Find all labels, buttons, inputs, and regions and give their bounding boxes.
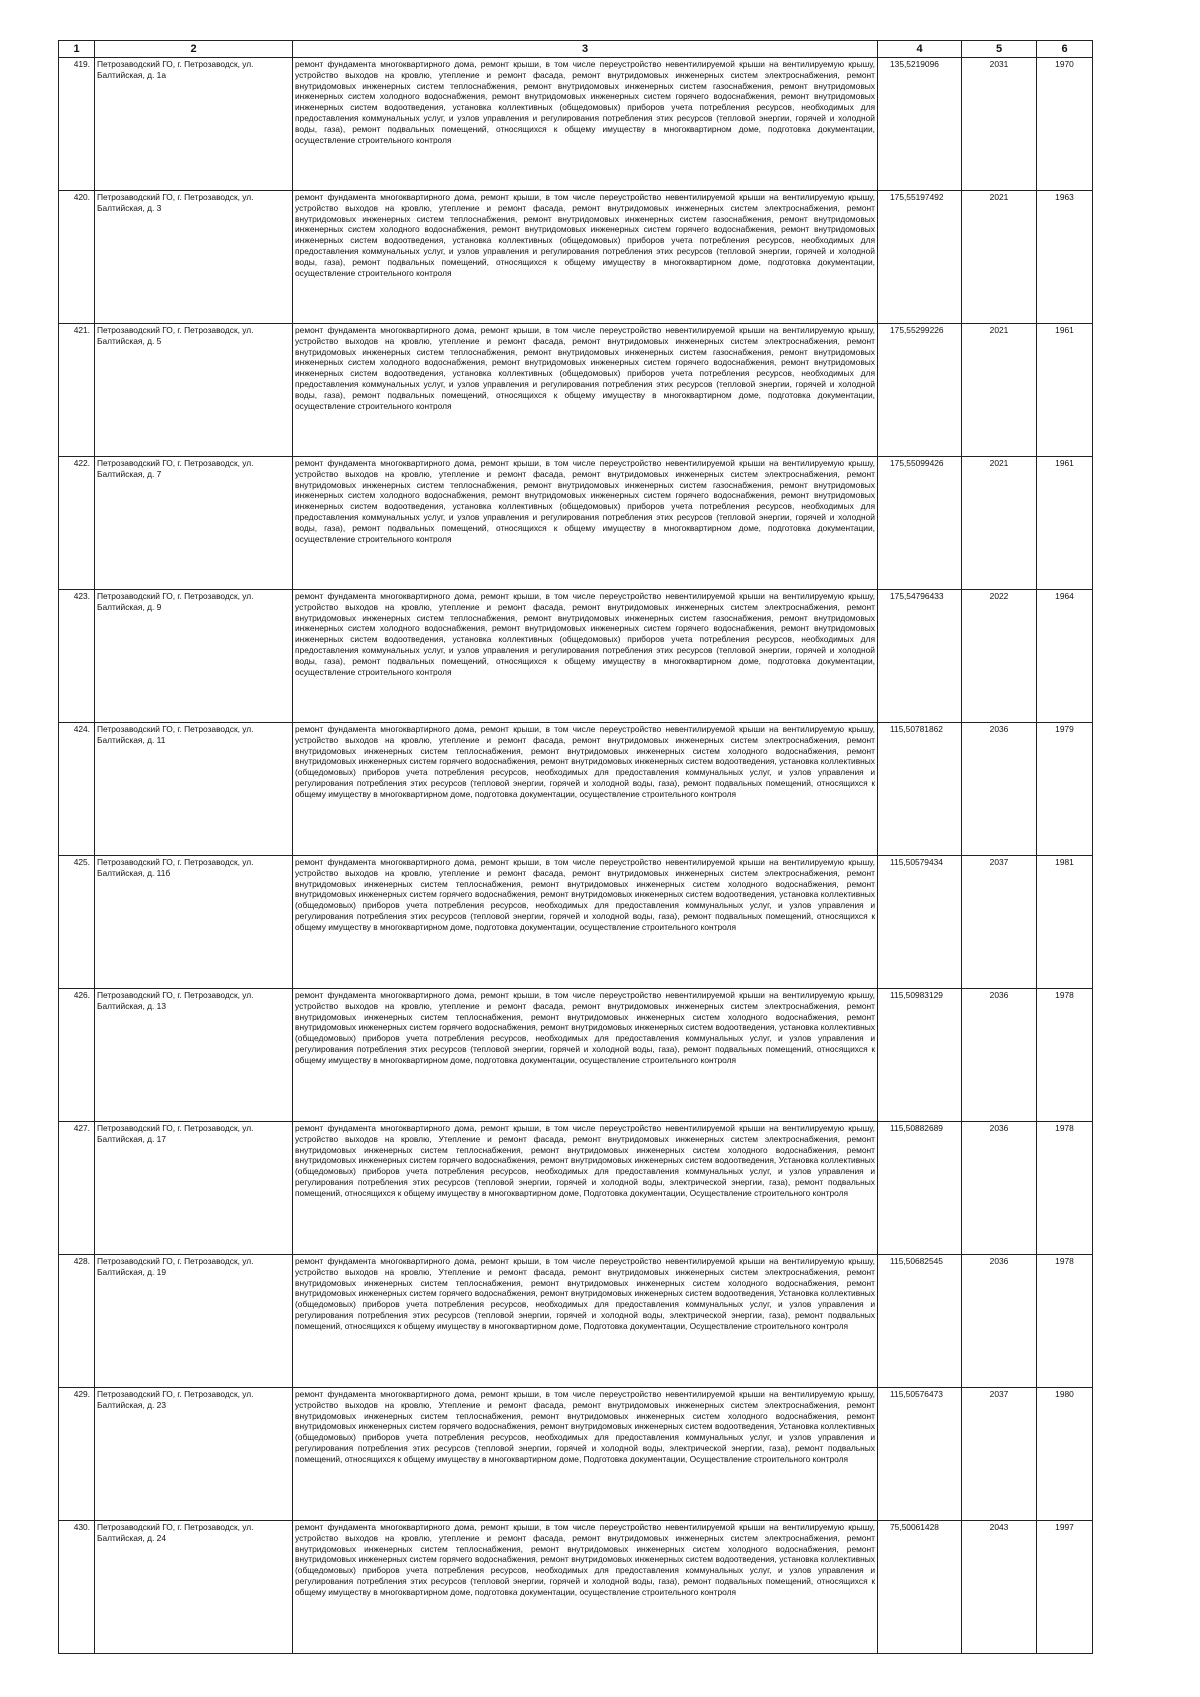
address-cell: Петрозаводский ГО, г. Петрозаводск, ул. Балтийская, д. 11б	[95, 856, 293, 989]
address-cell: Петрозаводский ГО, г. Петрозаводск, ул. Балтийская, д. 17	[95, 1122, 293, 1255]
works-list-cell: ремонт фундамента многоквартирного дома, ремонт крыши, в том числе переустройство невентилируемой крыши на вентилируемую крышу, устройство выходов на кровлю, утепление и ремонт фасада, ремонт внутридомовых инженерных систем электроснабжения, ремонт внутридомовых инженерных систем теплоснабжения, ремонт внутридомовых инженерных систем газоснабжения, ремонт внутридомовых инженерных систем холодного водоснабжения, ремонт внутридомовых инженерных систем горячего водоснабжения, ремонт внутридомовых инженерных систем водоотведения, установка коллективных (общедомовых) приборов учета потребления ресурсов, необходимых для предоставления коммунальных услуг, и узлов управления и регулирования потребления этих ресурсов (тепловой энергии, горячей и холодной воды, газа), ремонт подвальных помещений, относящихся к общему имуществу в многоквартирном доме, подготовка документации, осуществление строительного контроля	[293, 457, 878, 590]
column-header-3: 3	[293, 41, 878, 58]
works-list-cell: ремонт фундамента многоквартирного дома, ремонт крыши, в том числе переустройство невентилируемой крыши на вентилируемую крышу, устройство выходов на кровлю, утепление и ремонт фасада, ремонт внутридомовых инженерных систем электроснабжения, ремонт внутридомовых инженерных систем теплоснабжения, ремонт внутридомовых инженерных систем газоснабжения, ремонт внутридомовых инженерных систем холодного водоснабжения, ремонт внутридомовых инженерных систем горячего водоснабжения, ремонт внутридомовых инженерных систем водоотведения, установка коллективных (общедомовых) приборов учета потребления ресурсов, необходимых для предоставления коммунальных услуг, и узлов управления и регулирования потребления этих ресурсов (тепловой энергии, горячей и холодной воды, газа), ремонт подвальных помещений, относящихся к общему имуществу в многоквартирном доме, подготовка документации, осуществление строительного контроля	[293, 191, 878, 324]
header-row	[59, 41, 1093, 58]
cost-cell: 175,54796433	[878, 590, 962, 723]
row-number: 420.	[59, 191, 95, 324]
table-row	[59, 989, 1093, 1122]
row-number: 426.	[59, 989, 95, 1122]
address-cell: Петрозаводский ГО, г. Петрозаводск, ул. Балтийская, д. 3	[95, 191, 293, 324]
table-row	[59, 590, 1093, 723]
column-header-6: 6	[1037, 41, 1093, 58]
address-cell: Петрозаводский ГО, г. Петрозаводск, ул. Балтийская, д. 13	[95, 989, 293, 1122]
works-list-cell: ремонт фундамента многоквартирного дома, ремонт крыши, в том числе переустройство невентилируемой крыши на вентилируемую крышу, устройство выходов на кровлю, Утепление и ремонт фасада, ремонт внутридомовых инженерных систем электроснабжения, ремонт внутридомовых инженерных систем теплоснабжения, ремонт внутридомовых инженерных систем холодного водоснабжения, ремонт внутридомовых инженерных систем горячего водоснабжения, ремонт внутридомовых инженерных систем водоотведения, Установка коллективных (общедомовых) приборов учета потребления ресурсов, необходимых для предоставления коммунальных услуг, и узлов управления и регулирования потребления этих ресурсов (тепловой энергии, горячей и холодной воды, электрической энергии, газа), ремонт подвальных помещений, относящихся к общему имуществу в многоквартирном доме, Подготовка документации, Осуществление строительного контроля	[293, 1122, 878, 1255]
year-built-cell: 1964	[1037, 590, 1093, 723]
row-number: 419.	[59, 58, 95, 191]
works-list-cell: ремонт фундамента многоквартирного дома, ремонт крыши, в том числе переустройство невентилируемой крыши на вентилируемую крышу, устройство выходов на кровлю, утепление и ремонт фасада, ремонт внутридомовых инженерных систем электроснабжения, ремонт внутридомовых инженерных систем теплоснабжения, ремонт внутридомовых инженерных систем холодного водоснабжения, ремонт внутридомовых инженерных систем горячего водоснабжения, ремонт внутридомовых инженерных систем водоотведения, установка коллективных (общедомовых) приборов учета потребления ресурсов, необходимых для предоставления коммунальных услуг, и узлов управления и регулирования потребления этих ресурсов (тепловой энергии, горячей и холодной воды, газа), ремонт подвальных помещений, относящихся к общему имуществу в многоквартирном доме, подготовка документации, осуществление строительного контроля	[293, 1521, 878, 1654]
year-built-cell: 1981	[1037, 856, 1093, 989]
year-built-cell: 1978	[1037, 989, 1093, 1122]
planned-year-cell: 2036	[962, 723, 1037, 856]
cost-cell: 135,5219096	[878, 58, 962, 191]
address-cell: Петрозаводский ГО, г. Петрозаводск, ул. Балтийская, д. 24	[95, 1521, 293, 1654]
row-number: 424.	[59, 723, 95, 856]
cost-cell: 115,50579434	[878, 856, 962, 989]
table-row	[59, 58, 1093, 191]
table-row	[59, 1122, 1093, 1255]
year-built-cell: 1978	[1037, 1122, 1093, 1255]
year-built-cell: 1963	[1037, 191, 1093, 324]
cost-cell: 115,50882689	[878, 1122, 962, 1255]
address-cell: Петрозаводский ГО, г. Петрозаводск, ул. Балтийская, д. 1а	[95, 58, 293, 191]
cost-cell: 175,55299226	[878, 324, 962, 457]
year-built-cell: 1970	[1037, 58, 1093, 191]
planned-year-cell: 2037	[962, 1388, 1037, 1521]
planned-year-cell: 2021	[962, 191, 1037, 324]
planned-year-cell: 2031	[962, 58, 1037, 191]
document-page	[58, 40, 1093, 1654]
planned-year-cell: 2022	[962, 590, 1037, 723]
planned-year-cell: 2021	[962, 457, 1037, 590]
works-list-cell: ремонт фундамента многоквартирного дома, ремонт крыши, в том числе переустройство невентилируемой крыши на вентилируемую крышу, устройство выходов на кровлю, утепление и ремонт фасада, ремонт внутридомовых инженерных систем электроснабжения, ремонт внутридомовых инженерных систем теплоснабжения, ремонт внутридомовых инженерных систем газоснабжения, ремонт внутридомовых инженерных систем холодного водоснабжения, ремонт внутридомовых инженерных систем горячего водоснабжения, ремонт внутридомовых инженерных систем водоотведения, установка коллективных (общедомовых) приборов учета потребления ресурсов, необходимых для предоставления коммунальных услуг, и узлов управления и регулирования потребления этих ресурсов (тепловой энергии, горячей и холодной воды, газа), ремонт подвальных помещений, относящихся к общему имуществу в многоквартирном доме, подготовка документации, осуществление строительного контроля	[293, 58, 878, 191]
works-list-cell: ремонт фундамента многоквартирного дома, ремонт крыши, в том числе переустройство невентилируемой крыши на вентилируемую крышу, устройство выходов на кровлю, Утепление и ремонт фасада, ремонт внутридомовых инженерных систем электроснабжения, ремонт внутридомовых инженерных систем теплоснабжения, ремонт внутридомовых инженерных систем холодного водоснабжения, ремонт внутридомовых инженерных систем горячего водоснабжения, ремонт внутридомовых инженерных систем водоотведения, Установка коллективных (общедомовых) приборов учета потребления ресурсов, необходимых для предоставления коммунальных услуг, и узлов управления и регулирования потребления этих ресурсов (тепловой энергии, горячей и холодной воды, электрической энергии, газа), ремонт подвальных помещений, относящихся к общему имуществу в многоквартирном доме, Подготовка документации, Осуществление строительного контроля	[293, 1388, 878, 1521]
address-cell: Петрозаводский ГО, г. Петрозаводск, ул. Балтийская, д. 19	[95, 1255, 293, 1388]
table-row	[59, 191, 1093, 324]
planned-year-cell: 2036	[962, 1122, 1037, 1255]
cost-cell: 115,50983129	[878, 989, 962, 1122]
planned-year-cell: 2043	[962, 1521, 1037, 1654]
table-row	[59, 324, 1093, 457]
table-row	[59, 457, 1093, 590]
year-built-cell: 1961	[1037, 457, 1093, 590]
address-cell: Петрозаводский ГО, г. Петрозаводск, ул. Балтийская, д. 5	[95, 324, 293, 457]
row-number: 425.	[59, 856, 95, 989]
address-cell: Петрозаводский ГО, г. Петрозаводск, ул. Балтийская, д. 7	[95, 457, 293, 590]
column-header-4: 4	[878, 41, 962, 58]
works-list-cell: ремонт фундамента многоквартирного дома, ремонт крыши, в том числе переустройство невентилируемой крыши на вентилируемую крышу, устройство выходов на кровлю, утепление и ремонт фасада, ремонт внутридомовых инженерных систем электроснабжения, ремонт внутридомовых инженерных систем теплоснабжения, ремонт внутридомовых инженерных систем холодного водоснабжения, ремонт внутридомовых инженерных систем горячего водоснабжения, ремонт внутридомовых инженерных систем водоотведения, установка коллективных (общедомовых) приборов учета потребления ресурсов, необходимых для предоставления коммунальных услуг, и узлов управления и регулирования потребления этих ресурсов (тепловой энергии, горячей и холодной воды, газа), ремонт подвальных помещений, относящихся к общему имуществу в многоквартирном доме, подготовка документации, осуществление строительного контроля	[293, 989, 878, 1122]
works-list-cell: ремонт фундамента многоквартирного дома, ремонт крыши, в том числе переустройство невентилируемой крыши на вентилируемую крышу, устройство выходов на кровлю, утепление и ремонт фасада, ремонт внутридомовых инженерных систем электроснабжения, ремонт внутридомовых инженерных систем теплоснабжения, ремонт внутридомовых инженерных систем холодного водоснабжения, ремонт внутридомовых инженерных систем горячего водоснабжения, ремонт внутридомовых инженерных систем водоотведения, установка коллективных (общедомовых) приборов учета потребления ресурсов, необходимых для предоставления коммунальных услуг, и узлов управления и регулирования потребления этих ресурсов (тепловой энергии, горячей и холодной воды, газа), ремонт подвальных помещений, относящихся к общему имуществу в многоквартирном доме, подготовка документации, осуществление строительного контроля	[293, 856, 878, 989]
address-cell: Петрозаводский ГО, г. Петрозаводск, ул. Балтийская, д. 9	[95, 590, 293, 723]
row-number: 430.	[59, 1521, 95, 1654]
row-number: 422.	[59, 457, 95, 590]
works-list-cell: ремонт фундамента многоквартирного дома, ремонт крыши, в том числе переустройство невентилируемой крыши на вентилируемую крышу, устройство выходов на кровлю, утепление и ремонт фасада, ремонт внутридомовых инженерных систем электроснабжения, ремонт внутридомовых инженерных систем теплоснабжения, ремонт внутридомовых инженерных систем газоснабжения, ремонт внутридомовых инженерных систем холодного водоснабжения, ремонт внутридомовых инженерных систем горячего водоснабжения, ремонт внутридомовых инженерных систем водоотведения, установка коллективных (общедомовых) приборов учета потребления ресурсов, необходимых для предоставления коммунальных услуг, и узлов управления и регулирования потребления этих ресурсов (тепловой энергии, горячей и холодной воды, газа), ремонт подвальных помещений, относящихся к общему имуществу в многоквартирном доме, подготовка документации, осуществление строительного контроля	[293, 590, 878, 723]
works-list-cell: ремонт фундамента многоквартирного дома, ремонт крыши, в том числе переустройство невентилируемой крыши на вентилируемую крышу, устройство выходов на кровлю, утепление и ремонт фасада, ремонт внутридомовых инженерных систем электроснабжения, ремонт внутридомовых инженерных систем теплоснабжения, ремонт внутридомовых инженерных систем газоснабжения, ремонт внутридомовых инженерных систем холодного водоснабжения, ремонт внутридомовых инженерных систем горячего водоснабжения, ремонт внутридомовых инженерных систем водоотведения, установка коллективных (общедомовых) приборов учета потребления ресурсов, необходимых для предоставления коммунальных услуг, и узлов управления и регулирования потребления этих ресурсов (тепловой энергии, горячей и холодной воды, газа), ремонт подвальных помещений, относящихся к общему имуществу в многоквартирном доме, подготовка документации, осуществление строительного контроля	[293, 324, 878, 457]
planned-year-cell: 2021	[962, 324, 1037, 457]
row-number: 423.	[59, 590, 95, 723]
table-row	[59, 1521, 1093, 1654]
table-row	[59, 1388, 1093, 1521]
works-list-cell: ремонт фундамента многоквартирного дома, ремонт крыши, в том числе переустройство невентилируемой крыши на вентилируемую крышу, устройство выходов на кровлю, Утепление и ремонт фасада, ремонт внутридомовых инженерных систем электроснабжения, ремонт внутридомовых инженерных систем теплоснабжения, ремонт внутридомовых инженерных систем холодного водоснабжения, ремонт внутридомовых инженерных систем горячего водоснабжения, ремонт внутридомовых инженерных систем водоотведения, Установка коллективных (общедомовых) приборов учета потребления ресурсов, необходимых для предоставления коммунальных услуг, и узлов управления и регулирования потребления этих ресурсов (тепловой энергии, горячей и холодной воды, электрической энергии, газа), ремонт подвальных помещений, относящихся к общему имуществу в многоквартирном доме, Подготовка документации, Осуществление строительного контроля	[293, 1255, 878, 1388]
row-number: 429.	[59, 1388, 95, 1521]
cost-cell: 175,55099426	[878, 457, 962, 590]
year-built-cell: 1980	[1037, 1388, 1093, 1521]
planned-year-cell: 2037	[962, 856, 1037, 989]
column-header-1: 1	[59, 41, 95, 58]
capital-repair-table	[58, 40, 1093, 1654]
cost-cell: 115,50576473	[878, 1388, 962, 1521]
cost-cell: 115,50781862	[878, 723, 962, 856]
address-cell: Петрозаводский ГО, г. Петрозаводск, ул. Балтийская, д. 23	[95, 1388, 293, 1521]
table-row	[59, 723, 1093, 856]
cost-cell: 75,50061428	[878, 1521, 962, 1654]
column-header-5: 5	[962, 41, 1037, 58]
works-list-cell: ремонт фундамента многоквартирного дома, ремонт крыши, в том числе переустройство невентилируемой крыши на вентилируемую крышу, устройство выходов на кровлю, утепление и ремонт фасада, ремонт внутридомовых инженерных систем электроснабжения, ремонт внутридомовых инженерных систем теплоснабжения, ремонт внутридомовых инженерных систем холодного водоснабжения, ремонт внутридомовых инженерных систем горячего водоснабжения, ремонт внутридомовых инженерных систем водоотведения, установка коллективных (общедомовых) приборов учета потребления ресурсов, необходимых для предоставления коммунальных услуг, и узлов управления и регулирования потребления этих ресурсов (тепловой энергии, горячей и холодной воды, газа), ремонт подвальных помещений, относящихся к общему имуществу в многоквартирном доме, подготовка документации, осуществление строительного контроля	[293, 723, 878, 856]
row-number: 421.	[59, 324, 95, 457]
cost-cell: 175,55197492	[878, 191, 962, 324]
address-cell: Петрозаводский ГО, г. Петрозаводск, ул. Балтийская, д. 11	[95, 723, 293, 856]
row-number: 428.	[59, 1255, 95, 1388]
row-number: 427.	[59, 1122, 95, 1255]
column-header-2: 2	[95, 41, 293, 58]
table-row	[59, 856, 1093, 989]
cost-cell: 115,50682545	[878, 1255, 962, 1388]
table-row	[59, 1255, 1093, 1388]
year-built-cell: 1961	[1037, 324, 1093, 457]
planned-year-cell: 2036	[962, 1255, 1037, 1388]
year-built-cell: 1997	[1037, 1521, 1093, 1654]
year-built-cell: 1978	[1037, 1255, 1093, 1388]
planned-year-cell: 2036	[962, 989, 1037, 1122]
year-built-cell: 1979	[1037, 723, 1093, 856]
